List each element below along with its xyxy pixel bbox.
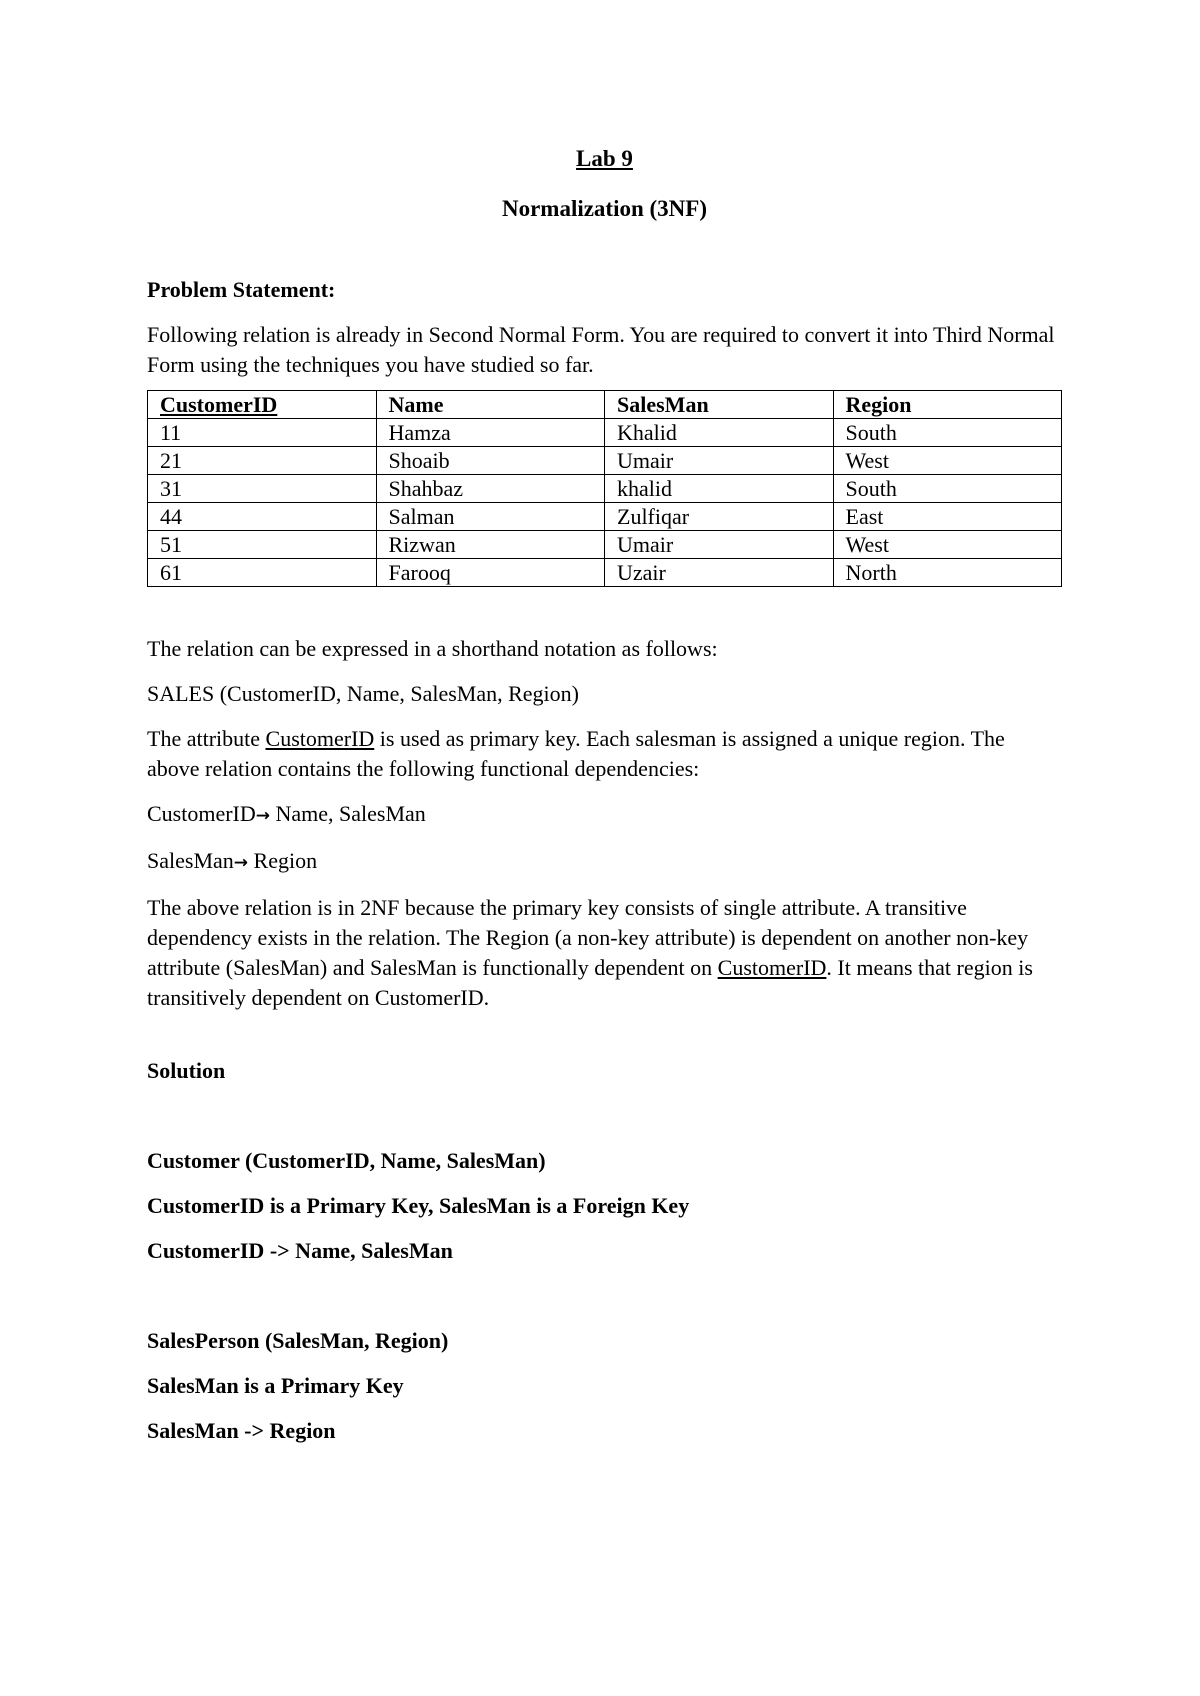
customer-fd: CustomerID -> Name, SalesMan [147,1238,453,1264]
table-cell: South [833,475,1062,503]
table-cell: West [833,531,1062,559]
customer-relation: Customer (CustomerID, Name, SalesMan) [147,1148,546,1174]
table-cell: Shoaib [376,447,605,475]
lab-title: Lab 9 [576,146,633,171]
table-cell: South [833,419,1062,447]
table-row [148,531,1062,559]
customer-keys: CustomerID is a Primary Key, SalesMan is a Foreign Key [147,1193,690,1219]
shorthand-intro: The relation can be expressed in a shorthand notation as follows: [147,636,718,662]
salesperson-keys: SalesMan is a Primary Key [147,1373,404,1399]
lab-topic: Normalization (3NF) [501,195,708,221]
column-header: CustomerID [148,391,377,419]
column-header: Region [833,391,1062,419]
table-cell: 61 [148,559,377,587]
key-attribute: CustomerID [265,726,375,752]
text-run: The attribute [147,726,266,752]
explanation-paragraph [147,893,1062,1013]
salesperson-relation: SalesPerson (SalesMan, Region) [147,1328,449,1354]
table-body [148,419,1062,587]
table-cell: North [833,559,1062,587]
table-row [148,503,1062,531]
fd-right: Name, SalesMan [270,801,426,827]
spacer [147,1101,1062,1146]
fd-left: SalesMan [147,848,234,874]
spacer [147,1028,1062,1056]
table-cell: East [833,503,1062,531]
table-cell: Khalid [605,419,834,447]
fd-right: Region [248,848,318,874]
table-cell: 51 [148,531,377,559]
salesperson-fd: SalesMan -> Region [147,1418,336,1444]
table-cell: Umair [605,447,834,475]
text-run: . It means that region is transitively dependent on CustomerID. [147,955,1033,1011]
table-cell: Shahbaz [376,475,605,503]
table-cell: Umair [605,531,834,559]
column-header: SalesMan [605,391,834,419]
functional-dependency-1 [147,799,1062,831]
primary-key-paragraph [147,724,1062,784]
table-row [148,559,1062,587]
column-header: Name [376,391,605,419]
table-cell: 21 [148,447,377,475]
table-cell: Rizwan [376,531,605,559]
table-row [148,447,1062,475]
table-cell: 31 [148,475,377,503]
table-cell: khalid [605,475,834,503]
functional-dependency-2 [147,846,1062,878]
table-cell: Salman [376,503,605,531]
document-page [147,145,1062,1461]
text-run: The above relation is in 2NF because the primary key consists of single attribute. A transitive dependency exists in the relation. The Region (a non-key attribute) is dependent on another non-key attribute (SalesMan) and SalesMan is functionally dependent on [147,895,1029,981]
arrow-icon: → [255,806,271,827]
table-cell: 11 [148,419,377,447]
table-cell: Zulfiqar [605,503,834,531]
table-cell: West [833,447,1062,475]
sales-table [147,390,1062,587]
table-cell: Uzair [605,559,834,587]
table-cell: Farooq [376,559,605,587]
spacer [147,1281,1062,1326]
table-cell: 44 [148,503,377,531]
sales-relation: SALES (CustomerID, Name, SalesMan, Region) [147,681,579,707]
key-attribute: CustomerID [717,955,827,981]
table-row [148,419,1062,447]
text-run: is used as primary key. Each salesman is assigned a unique region. The above relation contains the following functional dependencies: [147,726,1005,782]
table-row [148,475,1062,503]
problem-intro: Following relation is already in Second Normal Form. You are required to convert it into Third Normal Form using the techniques you have studied so far. [147,322,1055,378]
problem-heading: Problem Statement: [147,277,336,303]
table-cell: Hamza [376,419,605,447]
arrow-icon: → [233,853,249,874]
fd-left: CustomerID [147,801,256,827]
solution-heading: Solution [147,1058,226,1084]
table-header-row [148,391,1062,419]
